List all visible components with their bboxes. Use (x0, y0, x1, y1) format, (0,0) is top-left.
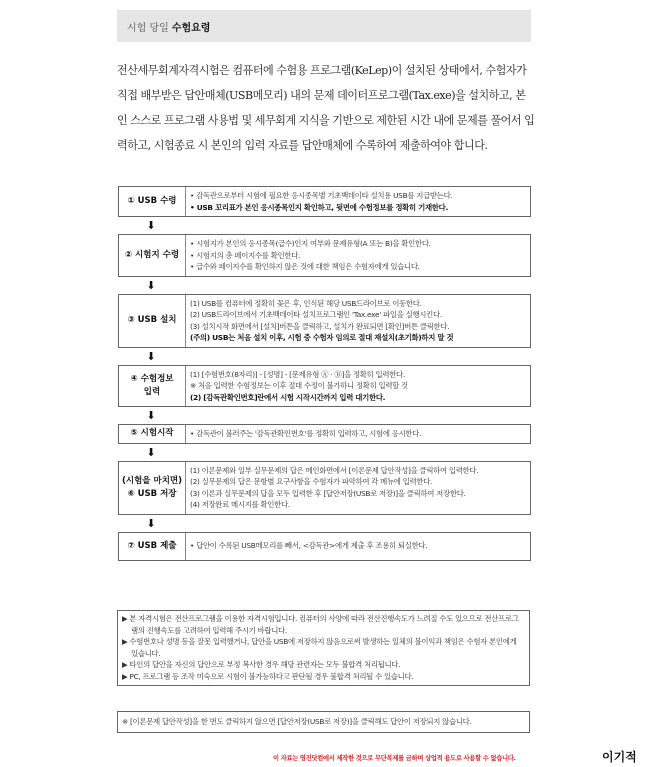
step-label: (시험을 마치면) ⑥ USB 저장 (119, 462, 186, 514)
notice-item: ▶ 수험번호나 성명 등을 잘못 입력했거나, 답안을 USB에 저장하지 않음으로써 발생하는 일체의 불이익과 책임은 수험자 본인에게 있습니다. (122, 637, 517, 658)
down-arrow-icon: ⬇ (146, 278, 156, 292)
step-body: • 감독관으로부터 시험에 필요한 응시종목별 기초백데이타 설치용 USB를 지급받는다. • USB 꼬리표가 본인 응시종목인지 확인하고, 뒷면에 수험정보를 정확히 기재한다. (190, 191, 453, 212)
down-arrow-icon: ⬇ (146, 409, 156, 422)
step-body: • 감독관이 불러주는 '감독관확인번호'를 정확히 입력하고, 시험에 응시한다. (190, 429, 422, 438)
step-label: ② 시험지 수령 (119, 235, 186, 276)
step-label: ④ 수험정보 입력 (119, 366, 186, 407)
step-label: ⑦ USB 제출 (119, 533, 186, 560)
step-body: (1) 이론문제와 일부 실무문제의 답은 메인화면에서 [이론문제 답안작성]을 클릭하여 입력한다. (2) 실무문제의 답은 문항별 요구사항을 수험자가 파악하여 각 메뉴에 입력한다. (3) 이론과 실무문제의 답을 모두 입력한 후 [답안저장(USB로 저장)]을 클릭하여 저장한다. (4) 저장완료 메시지를 확인한다. (190, 465, 479, 509)
step-exam-info-input (118, 365, 531, 408)
down-arrow-icon: ⬇ (146, 516, 156, 530)
step-body: (1) [수험번호(8자리)] - [성명] - [문제유형 Ⓐ · Ⓑ]을 정확히 입력한다. ※ 처음 입력한 수험정보는 이후 절대 수정이 불가하니 정확히 입력할 것 (2) [감독관확인번호]란에서 시험 시작시간까지 입력 대기한다. (190, 369, 408, 402)
section-header (117, 10, 531, 42)
intro-paragraph: 전산세무회계자격시험은 컴퓨터에 수험용 프로그램(KeLep)이 설치된 상태에서, 수험자가 직접 배부받은 답안매체(USB메모리) 내의 문제 데이터프로그램(Tax.exe)을 설치하고, 본인 스스로 프로그램 사용법 및 세무회계 지식을 기반으로 제한된 시간 내에 문제를 풀어서 입력하고, 시험종료 시 본인의 입력 자료를 답안매체에 수록하여 제출하여야 합니다. (117, 64, 535, 152)
step-usb-save (118, 461, 531, 515)
notice-box (117, 610, 530, 686)
step-usb-receive (118, 186, 531, 217)
step-label: ③ USB 설치 (119, 295, 186, 347)
brand-logo: 이기적 (602, 750, 637, 764)
step-body: • 시험지가 본인의 응시종목(급수)인지 여부와 문제유형(A 또는 B)을 확인한다. • 시험지의 총 페이지수를 확인한다. • 급수와 페이지수를 확인하지 않은 것에 대한 책임은 수험자에게 있습니다. (190, 239, 431, 271)
down-arrow-icon: ⬇ (146, 349, 156, 363)
step-label: ① USB 수령 (119, 187, 186, 216)
step-exam-start (118, 424, 531, 444)
down-arrow-icon: ⬇ (146, 219, 156, 232)
notice-item: ▶ 타인의 답안을 자신의 답안으로 부정 복사한 경우 해당 관련자는 모두 불합격 처리됩니다. (122, 660, 401, 670)
down-arrow-icon: ⬇ (146, 445, 156, 459)
step-body: • 답안이 수록된 USB메모리를 빼서, <감독관>에게 제출 후 조용히 퇴실한다. (190, 541, 428, 551)
footnote-box: ※ [이론문제 답안작성]을 한 번도 클릭하지 않으면 [답안저장(USB로 저장)]을 클릭해도 답안이 저장되지 않습니다. (117, 711, 530, 733)
copyright-notice: 이 자료는 영진닷컴에서 제작한 것으로 무단복제를 금하며 상업적 용도로 사용할 수 없습니다. (273, 755, 516, 762)
notice-item: ▶ PC, 프로그램 등 조작 미숙으로 시험이 불가능하다고 판단될 경우 불합격 처리될 수 있습니다. (122, 671, 414, 681)
step-usb-submit (118, 532, 531, 561)
procedure-flow (118, 186, 531, 561)
header-title: 수험요령 (171, 22, 211, 34)
step-label: ⑤ 시험시작 (119, 425, 186, 443)
step-usb-install (118, 294, 531, 348)
step-exam-paper (118, 234, 531, 277)
step-body: (1) USB를 컴퓨터에 정확히 꽂은 후, 인식된 해당 USB드라이브로 이동한다. (2) USB드라이브에서 기초백데이타 설치프로그램인 'Tax.exe' 파일을 실행시킨다. (3) 설치시작 화면에서 [설치]버튼을 클릭하고, 설치가 완료되면 [확인]버튼 클릭한다. (주의) USB는 처음 설치 이후, 시험 중 수험자 임의로 절대 재설치(초기화)하지 말 것 (190, 298, 454, 342)
header-section: 시험 당일 (127, 22, 169, 34)
notice-item: ▶ 본 자격시험은 전산프로그램을 이용한 자격시험입니다. 컴퓨터의 사양에 따라 전산진행속도가 느려질 수도 있으므로 전산프로그램의 진행속도를 고려하여 입력해 주시기 바랍니다. (122, 614, 519, 635)
